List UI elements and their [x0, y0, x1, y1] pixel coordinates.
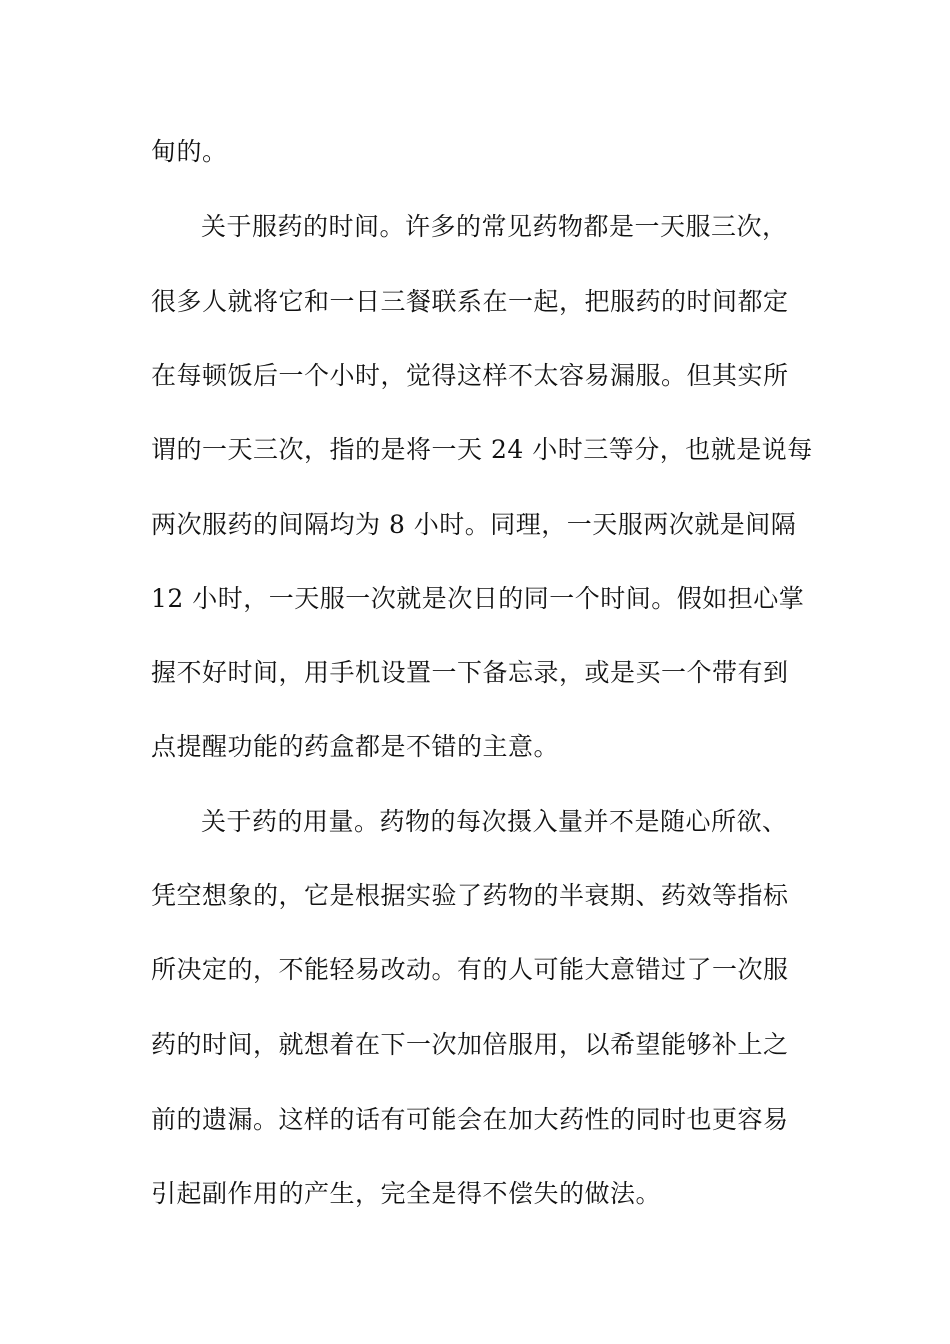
paragraph-line: 前的遗漏。这样的话有可能会在加大药性的同时也更容易 — [151, 1105, 789, 1134]
paragraph-line: 12 小时，一天服一次就是次日的同一个时间。假如担心掌 — [151, 584, 805, 613]
paragraph-line: 引起副作用的产生，完全是得不偿失的做法。 — [151, 1179, 662, 1208]
paragraph-line: 药的时间，就想着在下一次加倍服用，以希望能够补上之 — [151, 1030, 789, 1059]
paragraph-line: 关于服药的时间。许多的常见药物都是一天服三次， — [201, 212, 788, 241]
paragraph-line: 很多人就将它和一日三餐联系在一起，把服药的时间都定 — [151, 287, 789, 316]
paragraph-line: 关于药的用量。药物的每次摄入量并不是随心所欲、 — [201, 807, 788, 836]
paragraph-line: 在每顿饭后一个小时，觉得这样不太容易漏服。但其实所 — [151, 361, 789, 390]
paragraph-line: 凭空想象的，它是根据实验了药物的半衰期、药效等指标 — [151, 881, 789, 910]
paragraph-line: 两次服药的间隔均为 8 小时。同理，一天服两次就是间隔 — [151, 510, 797, 539]
paragraph-line: 谓的一天三次，指的是将一天 24 小时三等分，也就是说每 — [151, 435, 813, 464]
paragraph-line: 握不好时间，用手机设置一下备忘录，或是买一个带有到 — [151, 658, 789, 687]
paragraph-line: 所决定的，不能轻易改动。有的人可能大意错过了一次服 — [151, 955, 789, 984]
paragraph-line: 点提醒功能的药盒都是不错的主意。 — [151, 732, 560, 761]
paragraph-fragment: 甸的。 — [151, 137, 228, 166]
